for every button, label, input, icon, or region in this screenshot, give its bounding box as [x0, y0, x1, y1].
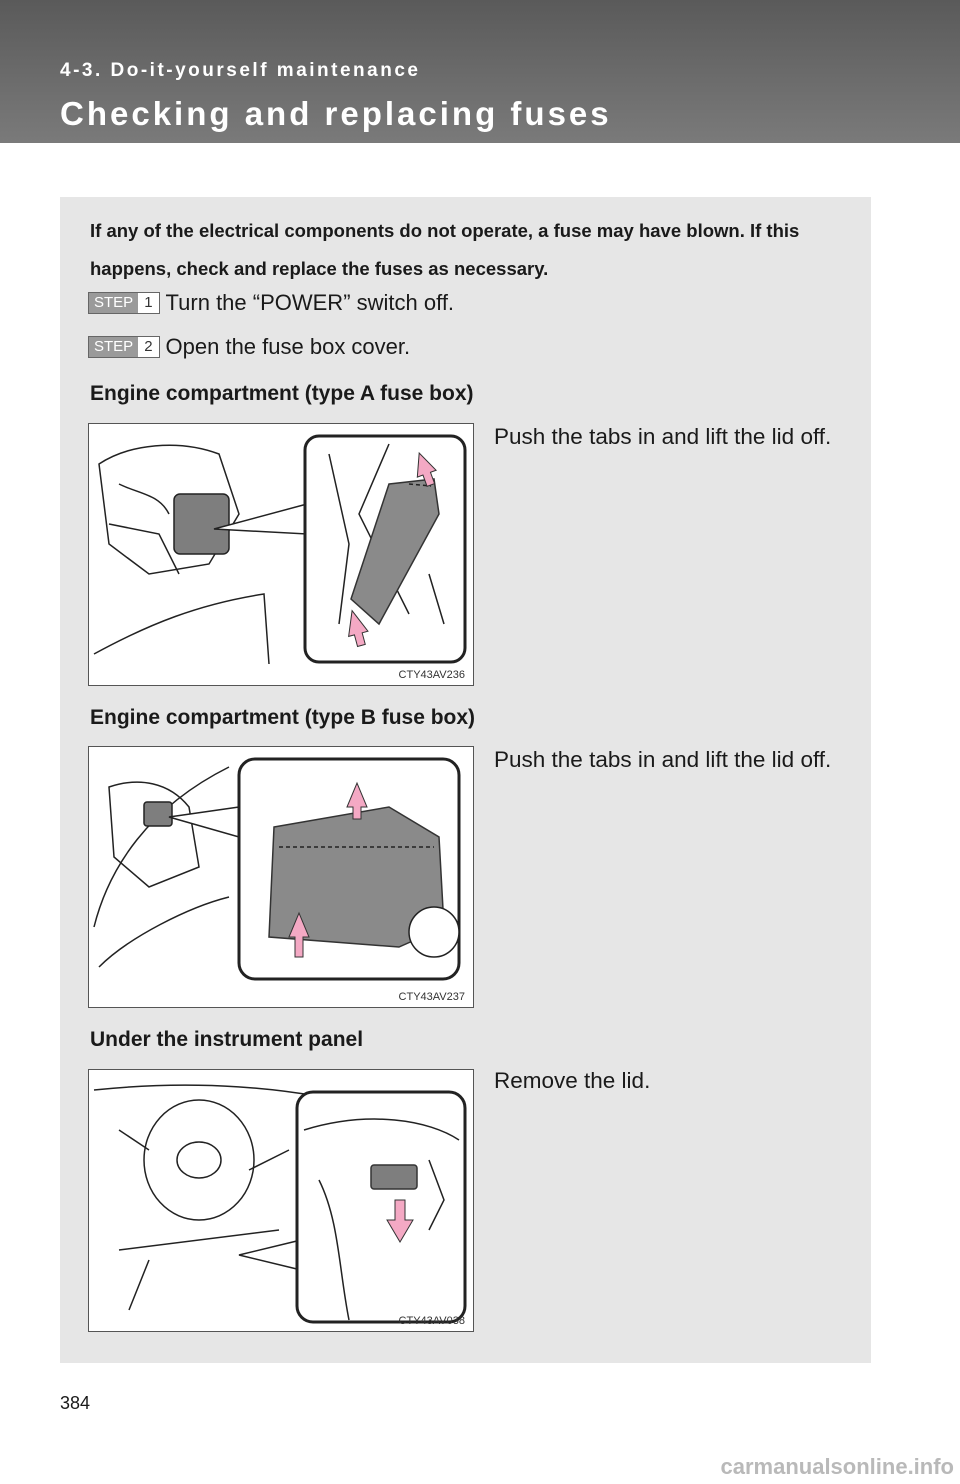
engine-bay-type-a-illustration — [89, 424, 473, 685]
section-heading-type-a: Engine compartment (type A fuse box) — [90, 382, 474, 405]
section-heading-instrument-panel: Under the instrument panel — [90, 1028, 364, 1051]
step-2 — [88, 334, 410, 360]
figure-type-a-fuse-box — [88, 423, 474, 686]
figure-code: CTY43AV236 — [398, 669, 465, 681]
figure-code: CTY43AV038 — [398, 1315, 465, 1327]
instrument-panel-illustration — [89, 1070, 473, 1331]
figure-instrument-panel-fuse-box — [88, 1069, 474, 1332]
section-heading-type-b: Engine compartment (type B fuse box) — [90, 706, 476, 729]
step-text: Open the fuse box cover. — [165, 334, 411, 359]
section-description-type-a: Push the tabs in and lift the lid off. — [494, 424, 832, 449]
intro-text: If any of the electrical components do not operate, a fuse may have blown. If this happens, check and replace the fuses as necessary. — [90, 220, 800, 279]
chapter-header — [0, 0, 960, 143]
page-number: 384 — [60, 1393, 91, 1413]
section-description-instrument-panel: Remove the lid. — [494, 1068, 651, 1093]
page-title: Checking and replacing fuses — [60, 95, 612, 132]
figure-type-b-fuse-box — [88, 746, 474, 1008]
step-1 — [88, 290, 454, 316]
step-badge: STEP 2 — [88, 336, 160, 358]
engine-bay-type-b-illustration — [89, 747, 473, 1007]
watermark: carmanualsonline.info — [720, 1454, 954, 1479]
section-label: 4-3. Do-it-yourself maintenance — [60, 60, 421, 81]
section-description-type-b: Push the tabs in and lift the lid off. — [494, 747, 832, 772]
step-text: Turn the “POWER” switch off. — [165, 290, 455, 315]
figure-code: CTY43AV237 — [398, 991, 465, 1003]
step-badge: STEP 1 — [88, 292, 160, 314]
